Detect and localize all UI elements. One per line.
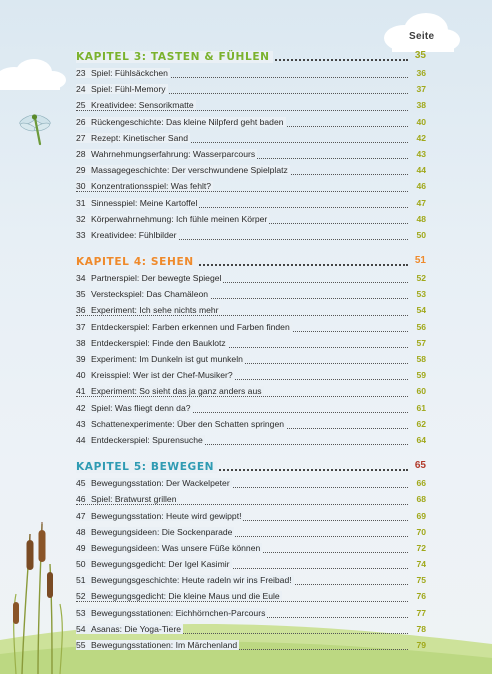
entry-title: Wahrnehmungserfahrung: Wasserparcours <box>91 148 256 159</box>
toc-entry[interactable] <box>76 400 426 416</box>
toc-entry[interactable] <box>76 383 426 399</box>
entry-title-wrap <box>76 527 234 537</box>
dragonfly-icon <box>18 110 52 146</box>
entry-number: 40 <box>76 370 86 381</box>
entry-page-number: 69 <box>416 510 426 521</box>
entry-number: 23 <box>76 68 86 78</box>
entry-page-number: 43 <box>416 148 426 159</box>
entry-title: Experiment: Ich sehe nichts mehr <box>91 305 219 316</box>
entry-page-number: 64 <box>416 434 426 445</box>
entry-number: 55 <box>76 640 86 650</box>
entry-title-wrap <box>76 230 179 240</box>
entry-title: Experiment: So sieht das ja ganz anders aus <box>91 386 262 397</box>
entry-page-number: 48 <box>416 213 426 224</box>
entry-title-wrap <box>76 354 245 364</box>
entry-title-wrap <box>76 165 290 175</box>
entry-title-wrap <box>76 289 210 299</box>
entry-page-number: 66 <box>416 478 426 489</box>
toc-entry[interactable] <box>76 130 426 146</box>
toc-entry[interactable] <box>76 335 426 351</box>
entry-page-number: 75 <box>416 575 426 586</box>
entry-page-number: 47 <box>416 197 426 208</box>
entry-page-number: 54 <box>416 305 426 316</box>
entry-title: Massagegeschichte: Der verschwundene Spielplatz <box>91 165 288 176</box>
entry-title-wrap <box>76 100 196 110</box>
entry-title: Kreatividee: Sensorikmatte <box>91 100 194 111</box>
entry-title: Konzentrationsspiel: Was fehlt? <box>91 181 212 192</box>
toc-entry[interactable] <box>76 65 426 81</box>
entry-title: Experiment: Im Dunkeln ist gut munkeln <box>91 354 243 364</box>
entry-title: Versteckspiel: Das Chamäleon <box>91 289 209 300</box>
entry-number: 48 <box>76 526 86 537</box>
entry-number: 24 <box>76 84 86 95</box>
entry-number: 49 <box>76 542 86 553</box>
chapter-gap <box>76 448 426 457</box>
entry-title-wrap <box>76 149 257 159</box>
entry-number: 29 <box>76 165 86 176</box>
toc-entry[interactable] <box>76 508 426 524</box>
entry-title: Schattenexperimente: Über den Schatten springen <box>91 418 285 429</box>
toc-entry[interactable] <box>76 114 426 130</box>
entry-number: 46 <box>76 494 86 505</box>
page-column-label: Seite <box>409 31 435 42</box>
chapter-page-number: 65 <box>414 460 426 472</box>
entry-title-wrap <box>76 181 213 191</box>
chapter-title: KAPITEL 4: SEHEN <box>76 256 197 268</box>
toc-entry[interactable] <box>76 491 426 507</box>
entry-title: Spiel: Fühl-Memory <box>91 84 166 95</box>
toc-entry[interactable] <box>76 432 426 448</box>
chapter-page-number: 35 <box>414 50 426 61</box>
entry-page-number: 77 <box>416 607 426 618</box>
toc-entry[interactable] <box>76 302 426 318</box>
entry-number: 52 <box>76 591 86 602</box>
entry-page-number: 76 <box>416 591 426 602</box>
entry-title: Bewegungsstation: Heute wird gewippt! <box>91 510 242 521</box>
entry-page-number: 72 <box>416 542 426 553</box>
entry-page-number: 38 <box>416 100 426 111</box>
entry-title: Bewegungsideen: Die Sockenparade <box>91 526 233 537</box>
entry-title-wrap <box>76 133 190 143</box>
entry-title-wrap <box>76 559 232 569</box>
entry-page-number: 56 <box>416 321 426 332</box>
entry-number: 37 <box>76 321 86 332</box>
entry-title: Spiel: Bratwurst grillen <box>91 494 177 505</box>
entry-title: Asanas: Die Yoga-Tiere <box>91 623 181 634</box>
toc-entry[interactable] <box>76 97 426 113</box>
toc-entry[interactable] <box>76 524 426 540</box>
entry-number: 25 <box>76 100 86 111</box>
entry-number: 45 <box>76 478 86 489</box>
entry-page-number: 36 <box>416 68 426 78</box>
entry-title: Sinnesspiel: Meine Kartoffel <box>91 197 198 208</box>
entry-number: 53 <box>76 607 86 618</box>
entry-title-wrap <box>76 84 168 94</box>
chapter-title: KAPITEL 5: BEWEGEN <box>76 461 217 473</box>
entry-number: 31 <box>76 197 86 208</box>
table-of-contents <box>76 47 426 653</box>
entry-number: 42 <box>76 402 86 413</box>
toc-entry[interactable] <box>76 540 426 556</box>
entry-title: Bewegungsgedicht: Die kleine Maus und die Eule <box>91 591 280 602</box>
toc-entry[interactable] <box>76 178 426 194</box>
entry-title-wrap <box>76 419 286 429</box>
entry-title-wrap <box>76 273 223 283</box>
entry-title-wrap <box>76 214 269 224</box>
entry-number: 35 <box>76 289 86 300</box>
entry-page-number: 50 <box>416 229 426 240</box>
entry-title: Körperwahrnehmung: Ich fühle meinen Körper <box>91 213 268 224</box>
cattail-icon <box>10 494 66 674</box>
toc-entry[interactable] <box>76 227 426 243</box>
entry-title-wrap <box>76 543 262 553</box>
toc-entry[interactable] <box>76 81 426 97</box>
entry-title-wrap <box>76 624 183 634</box>
entry-title-wrap <box>76 575 294 585</box>
toc-entry[interactable] <box>76 416 426 432</box>
entry-title-wrap <box>76 640 239 650</box>
entry-title: Entdeckerspiel: Finde den Bauklotz <box>91 337 226 348</box>
entry-number: 38 <box>76 337 86 348</box>
entry-title: Spiel: Fühlsäckchen <box>91 68 168 78</box>
chapter-title: KAPITEL 3: TASTEN & FÜHLEN <box>76 51 273 63</box>
entry-page-number: 58 <box>416 354 426 364</box>
entry-title-wrap <box>76 478 232 488</box>
toc-entry[interactable] <box>76 211 426 227</box>
entry-page-number: 44 <box>416 165 426 176</box>
entry-title: Bewegungsgeschichte: Heute radeln wir ins Freibad! <box>91 575 292 586</box>
toc-entry[interactable] <box>76 621 426 637</box>
entry-title: Bewegungsgedicht: Der Igel Kasimir <box>91 559 230 570</box>
entry-number: 51 <box>76 575 86 586</box>
entry-title-wrap <box>76 305 221 315</box>
toc-entry[interactable] <box>76 572 426 588</box>
toc-entry[interactable] <box>76 319 426 335</box>
entry-title: Partnerspiel: Der bewegte Spiegel <box>91 273 222 284</box>
entry-title: Bewegungsstationen: Im Märchenland <box>91 640 238 650</box>
toc-entry[interactable] <box>76 270 426 286</box>
entry-number: 36 <box>76 305 86 316</box>
entry-title-wrap <box>76 68 170 78</box>
entry-number: 30 <box>76 181 86 192</box>
entry-title-wrap <box>76 435 205 445</box>
toc-entry[interactable] <box>76 637 426 653</box>
toc-entry[interactable] <box>76 146 426 162</box>
entry-number: 26 <box>76 116 86 127</box>
toc-entry[interactable] <box>76 195 426 211</box>
entry-page-number: 57 <box>416 337 426 348</box>
entry-number: 50 <box>76 559 86 570</box>
entry-number: 43 <box>76 418 86 429</box>
entry-number: 44 <box>76 434 86 445</box>
entry-page-number: 78 <box>416 623 426 634</box>
entry-number: 27 <box>76 132 86 143</box>
entry-title-wrap <box>76 511 243 521</box>
entry-title: Kreatividee: Fühlbilder <box>91 229 177 240</box>
entry-number: 54 <box>76 623 86 634</box>
entry-number: 41 <box>76 386 86 397</box>
entry-page-number: 61 <box>416 402 426 413</box>
cloud-icon <box>0 58 66 92</box>
entry-number: 34 <box>76 273 86 284</box>
entry-title: Spiel: Was fliegt denn da? <box>91 402 191 413</box>
entry-title-wrap <box>76 386 264 396</box>
entry-title: Entdeckerspiel: Farben erkennen und Farben finden <box>91 321 290 332</box>
entry-title-wrap <box>76 494 179 504</box>
entry-title-wrap <box>76 322 292 332</box>
toc-entry[interactable] <box>76 605 426 621</box>
entry-title-wrap <box>76 608 267 618</box>
toc-entry[interactable] <box>76 588 426 604</box>
entry-page-number: 62 <box>416 418 426 429</box>
entry-title-wrap <box>76 403 193 413</box>
entry-page-number: 52 <box>416 273 426 284</box>
entry-title: Bewegungsideen: Was unsere Füße können <box>91 542 261 553</box>
chapter-gap <box>76 243 426 252</box>
entry-page-number: 74 <box>416 559 426 570</box>
entry-number: 32 <box>76 213 86 224</box>
entry-title-wrap <box>76 198 199 208</box>
entry-title-wrap <box>76 370 235 380</box>
entry-page-number: 59 <box>416 370 426 381</box>
entry-page-number: 46 <box>416 181 426 192</box>
chapter-heading[interactable] <box>76 457 426 475</box>
toc-entry[interactable] <box>76 162 426 178</box>
entry-page-number: 70 <box>416 526 426 537</box>
toc-entry[interactable] <box>76 351 426 367</box>
entry-page-number: 42 <box>416 132 426 143</box>
toc-entry[interactable] <box>76 475 426 491</box>
entry-number: 28 <box>76 148 86 159</box>
entry-number: 33 <box>76 229 86 240</box>
entry-title: Rezept: Kinetischer Sand <box>91 132 188 143</box>
entry-page-number: 79 <box>416 640 426 650</box>
chapter-heading[interactable] <box>76 47 426 65</box>
chapter-page-number: 51 <box>414 255 426 267</box>
entry-title-wrap <box>76 117 286 127</box>
entry-title: Entdeckerspiel: Spurensuche <box>91 434 203 445</box>
chapter-heading[interactable] <box>76 252 426 270</box>
toc-entry[interactable] <box>76 286 426 302</box>
entry-title: Bewegungsstationen: Eichhörnchen-Parcours <box>91 607 266 618</box>
entry-title: Rückengeschichte: Das kleine Nilpferd geht baden <box>91 116 284 127</box>
entry-title: Bewegungsstation: Der Wackelpeter <box>91 478 230 489</box>
entry-page-number: 60 <box>416 386 426 397</box>
entry-page-number: 40 <box>416 116 426 127</box>
entry-page-number: 37 <box>416 84 426 95</box>
entry-number: 39 <box>76 354 86 364</box>
entry-page-number: 53 <box>416 289 426 300</box>
entry-title-wrap <box>76 338 228 348</box>
entry-page-number: 68 <box>416 494 426 505</box>
toc-entry[interactable] <box>76 367 426 383</box>
entry-title: Kreisspiel: Wer ist der Chef-Musiker? <box>91 370 233 381</box>
entry-title-wrap <box>76 591 282 601</box>
toc-entry[interactable] <box>76 556 426 572</box>
entry-number: 47 <box>76 510 86 521</box>
